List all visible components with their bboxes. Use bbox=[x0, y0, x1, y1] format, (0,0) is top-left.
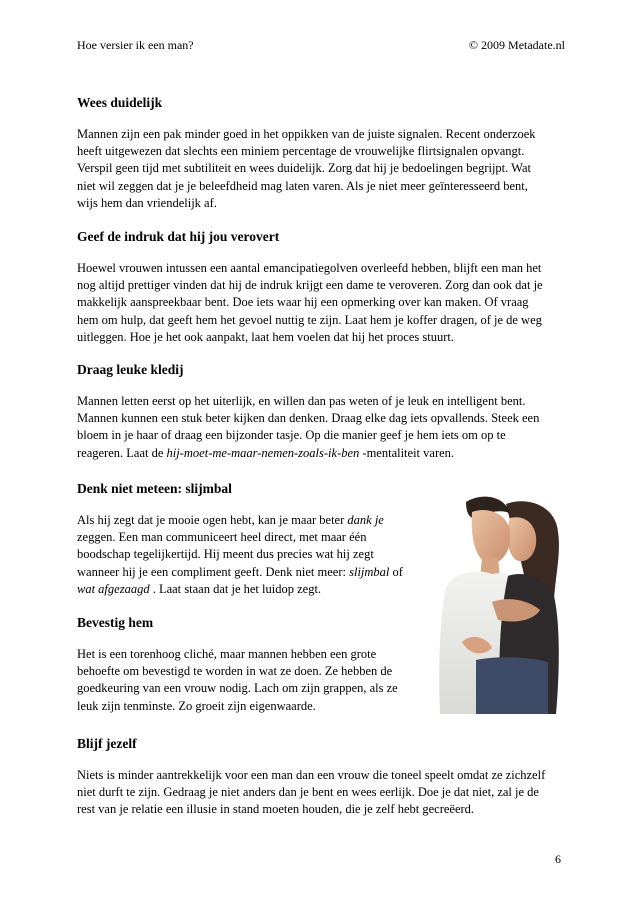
section-denk-niet-meteen bbox=[77, 481, 422, 598]
header-title: Hoe versier ik een man? bbox=[77, 38, 194, 52]
section-body: Als hij zegt dat je mooie ogen hebt, kan je maar beter dank je zeggen. Een man communiceert heel direct, met maar één boodschap tegelijkertijd. Hij meent dus precies wat hij zegt wanneer hij je een compliment geeft. Denk niet meer: slijmbal of wat afgezaagd . Laat staan dat je het luidop zegt. bbox=[77, 513, 403, 596]
section-heading: Bevestig hem bbox=[77, 615, 154, 630]
section-heading: Wees duidelijk bbox=[77, 95, 163, 110]
section-body: Mannen letten eerst op het uiterlijk, en willen dan pas weten of je leuk en intelligent bent. Mannen kunnen een stuk beter kijken dan denken. Draag elke dag iets opvallends. Steek een bloem in je haar of draag een bijzonder tasje. Op die manier geef je hem iets om op te reageren. Laat de hij-moet-me-maar-nemen-zoals-ik-ben -mentaliteit varen. bbox=[77, 394, 540, 460]
section-body: Mannen zijn een pak minder goed in het oppikken van de juiste signalen. Recent onderzoek heeft uitgewezen dat slechts een miniem percentage de vrouwelijke flirtsignalen opvangt. Verspil geen tijd met subtiliteit en wees duidelijk. Zorg dat hij je bedoelingen begrijpt. Wat niet wil zeggen dat je je beleefdheid mag laten varen. Als je niet meer geïnteresseerd bent, wijs hem dan vriendelijk af. bbox=[77, 127, 536, 210]
page-header bbox=[77, 38, 565, 54]
section-geef-de-indruk bbox=[77, 229, 567, 346]
section-bevestig-hem bbox=[77, 615, 422, 715]
section-body: Niets is minder aantrekkelijk voor een man dan een vrouw die toneel speelt omdat ze zichzelf niet durft te zijn. Gedraag je niet anders dan je bent en wees eerlijk. Doe je dat niet, zal je de rest van je relatie een illusie in stand moeten houden, die je zelf hebt gecreëerd. bbox=[77, 768, 546, 817]
section-heading: Blijf jezelf bbox=[77, 736, 137, 751]
section-draag-leuke-kledij bbox=[77, 362, 567, 462]
section-body: Het is een torenhoog cliché, maar mannen hebben een grote behoefte om bevestigd te worden in wat ze doen. Ze hebben de goedkeuring van een vrouw nodig. Lach om zijn grappen, als ze leuk zijn tenminste. Zo groeit zijn eigenwaarde. bbox=[77, 647, 398, 713]
section-body: Hoewel vrouwen intussen een aantal emancipatiegolven overleefd hebben, blijft een man het nog altijd prettiger vinden dat hij de indruk krijgt een dame te veroveren. Zorg dan ook dat je makkelijk aanspreekbaar bent. Doe iets waar hij een opmerking over kan maken. Of vraag hem om hulp, dat geeft hem het gevoel nuttig te zijn. Laat hem je koffer dragen, of je de weg uitleggen. Hoe je het ook aanpakt, laat hem voelen dat hij het proces stuurt. bbox=[77, 261, 543, 344]
couple-photo bbox=[436, 492, 570, 714]
section-blijf-jezelf bbox=[77, 736, 567, 819]
section-wees-duidelijk bbox=[77, 95, 567, 212]
section-heading: Geef de indruk dat hij jou verovert bbox=[77, 229, 280, 244]
section-heading: Draag leuke kledij bbox=[77, 362, 184, 377]
header-copyright: © 2009 Metadate.nl bbox=[468, 38, 565, 52]
page-number: 6 bbox=[555, 852, 561, 866]
section-heading: Denk niet meteen: slijmbal bbox=[77, 481, 232, 496]
